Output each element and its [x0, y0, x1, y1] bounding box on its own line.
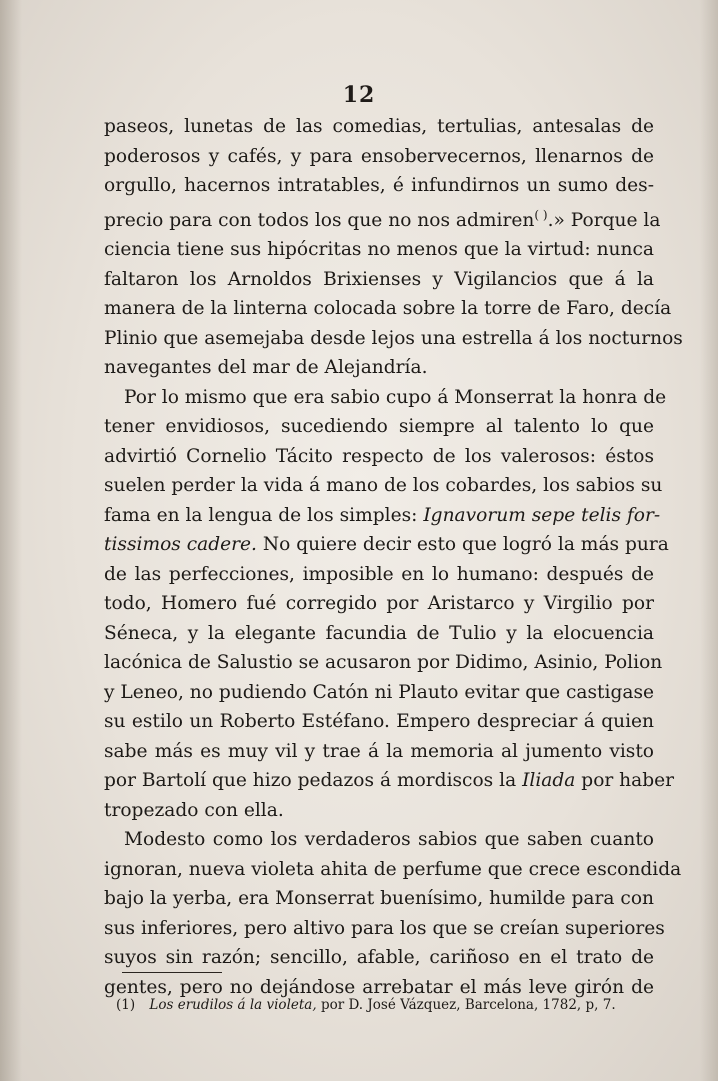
text-line: advirtió Cornelio Tácito respecto de los valerosos: éstos: [104, 445, 654, 467]
text-line: suelen perder la vida á mano de los cobardes, los sabios su: [104, 475, 663, 497]
text-line: y Leneo, no pudiendo Catón ni Plauto evitar que castigase: [104, 681, 654, 703]
text-line: orgullo, hacernos intratables, é infundirnos un sumo des-: [104, 175, 654, 196]
text-line: todo, Homero fué corregido por Aristarco y Virgilio por: [104, 593, 654, 615]
text-line: navegantes del mar de Alejandría.: [104, 357, 428, 379]
text-line: tener envidiosos, sucediendo siempre al talento lo que: [104, 416, 654, 438]
text-segment: fama en la lengua de los simples:: [104, 504, 424, 526]
text-line: ignoran, nueva violeta ahita de perfume que crece escondida: [104, 858, 682, 880]
footnote: [116, 995, 656, 1015]
footnote-title: Los erudilos á la violeta,: [149, 997, 317, 1013]
footnote-citation: por D. José Vázquez, Barcelona, 1782, p, 7.: [320, 997, 616, 1013]
paragraph-2: [104, 383, 675, 826]
latin-quote: Ignavorum sepe telis for-: [423, 504, 661, 526]
text-line: sabe más es muy vil y trae á la memoria al jumento visto: [104, 740, 654, 762]
text-line-with-title: [104, 766, 675, 796]
text-line: tropezado con ella.: [104, 799, 284, 821]
text-line: poderosos y cafés, y para ensobervecernos, llenarnos de: [104, 145, 654, 167]
text-line: manera de la linterna colocada sobre la torre de Faro, decía: [104, 298, 672, 320]
footnote-divider: [122, 972, 222, 973]
text-line-with-latin: [104, 530, 669, 560]
body-text: [104, 112, 683, 1002]
text-line: paseos, lunetas de las comedias, tertulias, antesalas de: [104, 116, 654, 137]
paragraph-3: [104, 825, 682, 1002]
text-line: sus inferiores, pero altivo para los que se creían superiores: [104, 917, 665, 939]
text-line: lacónica de Salustio se acusaron por Didimo, Asinio, Polion: [104, 652, 663, 674]
text-line: su estilo un Roberto Estéfano. Empero despreciar á quien: [104, 711, 654, 733]
text-line: Por lo mismo que era sabio cupo á Monserrat la honra de: [124, 386, 667, 408]
text-line: suyos sin razón; sencillo, afable, cariñoso en el trato de: [104, 947, 654, 969]
text-line: Modesto como los verdaderos sabios que saben cuanto: [124, 829, 654, 851]
text-line-with-footnote-ref: [104, 201, 661, 236]
text-segment: por haber: [575, 770, 675, 792]
text-line: bajo la yerba, era Monserrat buenísimo, humilde para con: [104, 888, 654, 910]
text-segment: por Bartolí que hizo pedazos á mordiscos la: [104, 770, 523, 792]
page-number: 12: [342, 82, 376, 108]
text-segment: No quiere decir esto que logró la más pura: [256, 534, 669, 556]
paragraph-1: [104, 112, 683, 383]
text-line-with-latin: [104, 501, 661, 531]
latin-quote: tissimos cadere.: [104, 534, 257, 556]
text-line: Séneca, y la elegante facundia de Tulio y la elocuencia: [104, 622, 654, 644]
text-segment: precio para con todos los que no nos admiren: [104, 209, 535, 231]
text-line: ciencia tiene sus hipócritas no menos que la virtud: nunca: [104, 239, 654, 261]
text-line: Plinio que asemejaba desde lejos una estrella á los nocturnos: [104, 327, 683, 349]
text-line: gentes, pero no dejándose arrebatar el más leve girón de: [104, 976, 654, 998]
footnote-mark: (1): [116, 997, 136, 1013]
text-line: faltaron los Arnoldos Brixienses y Vigilancios que á la: [104, 268, 654, 290]
text-segment: .» Porque la: [547, 209, 661, 231]
footnote-reference: ( ): [534, 207, 548, 222]
work-title: Iliada: [522, 770, 576, 792]
text-line: de las perfecciones, imposible en lo humano: después de: [104, 563, 654, 585]
